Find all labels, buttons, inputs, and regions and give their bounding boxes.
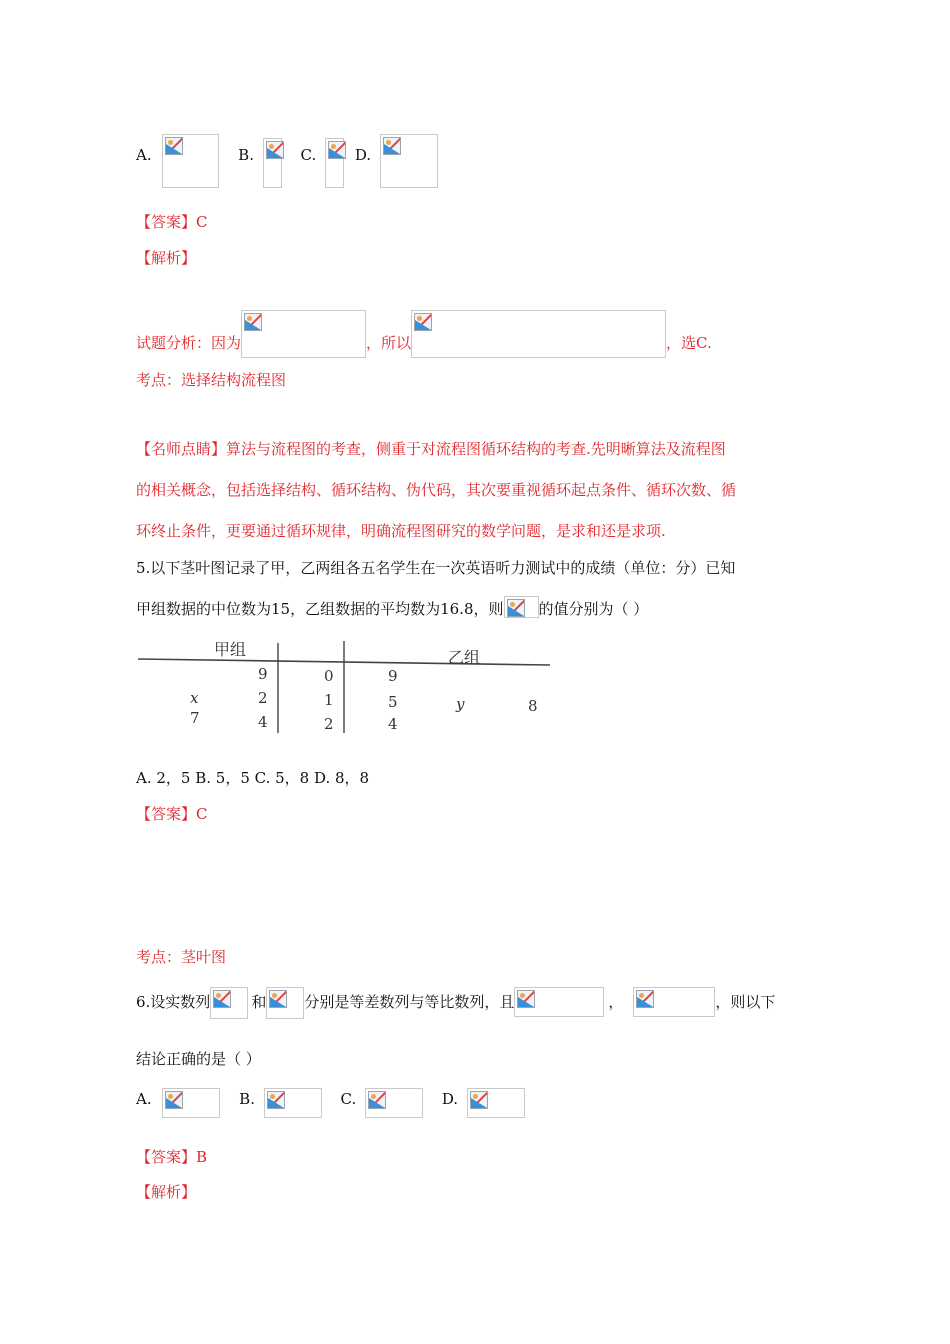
q4-analysis-part1: 试题分析：因为 [136, 334, 242, 352]
stem-1: 1 [324, 691, 334, 709]
q4-analysis-formula-image-1 [241, 310, 366, 358]
broken-image-icon [269, 990, 287, 1008]
q6-stem-c: 分别是等差数列与等比数列，且 [304, 993, 515, 1011]
q4-option-a-formula-image [162, 134, 219, 188]
q5-stem-line2-a: 甲组数据的中位数为15，乙组数据的平均数为16.8，则 [136, 600, 504, 618]
q4-analysis-part3: ，选C. [666, 334, 712, 352]
q4-mingshi-line3: 环终止条件，更要通过循环规律，明确流程图研究的数学问题，是求和还是求项. [136, 522, 666, 540]
right-leaf: y [456, 695, 465, 713]
q6-option-a-image [162, 1088, 220, 1118]
broken-image-icon [636, 990, 654, 1008]
q6-stem-e: ，则以下 [715, 993, 776, 1011]
header-right: 乙组 [448, 648, 481, 667]
broken-image-icon [517, 990, 535, 1008]
q4-kaodian: 考点：选择结构流程图 [136, 371, 287, 389]
broken-image-icon [383, 137, 401, 155]
q4-analysis-part2: ，所以 [366, 334, 412, 352]
q4-option-d-label: D. [354, 146, 372, 164]
q6-condition-1-image [514, 987, 604, 1017]
q6-answer [136, 1147, 207, 1167]
q4-answer [136, 212, 208, 232]
q4-option-c-formula-image [325, 138, 344, 188]
q4-option-b-formula-image [263, 138, 282, 188]
broken-image-icon [368, 1091, 386, 1109]
left-leaf: 9 [258, 665, 268, 683]
q4-analysis-heading: 【解析】 [136, 249, 197, 267]
q4-option-a-label: A. [136, 146, 152, 164]
q5-choices: A. 2，5 B. 5，5 C. 5，8 D. 8，8 [136, 769, 370, 787]
q6-option-d-label: D. [441, 1090, 459, 1108]
answer-value: B [196, 1148, 208, 1166]
q4-option-b-label: B. [238, 146, 254, 164]
answer-value: C [196, 213, 208, 231]
header-left: 甲组 [214, 640, 247, 659]
stem-2: 2 [324, 715, 334, 733]
q4-mingshi-line1 [136, 439, 726, 459]
right-leaf: 4 [388, 715, 398, 733]
answer-bracket: 【答案】 [136, 1148, 197, 1166]
right-leaf: 5 [388, 693, 398, 711]
broken-image-icon [165, 1091, 183, 1109]
q6-stem-d: ， [608, 993, 624, 1011]
q6-stem-a: 6.设实数列 [136, 993, 211, 1011]
q4-analysis-formula-image-2 [411, 310, 666, 358]
q6-options-row [136, 1088, 525, 1118]
q4-option-c-label: C. [300, 146, 317, 164]
q4-option-d-formula-image [380, 134, 438, 188]
q6-option-a-label: A. [136, 1090, 152, 1108]
broken-image-icon [165, 137, 183, 155]
q5-answer [136, 804, 208, 824]
left-leaf: x [190, 689, 199, 707]
broken-image-icon [328, 141, 346, 159]
q4-mingshi-line2: 的相关概念，包括选择结构、循环结构、伪代码，其次要重视循环起点条件、循环次数、循 [136, 481, 737, 499]
broken-image-icon [414, 313, 432, 331]
q4-options-row [136, 134, 438, 188]
q5-stem-line1: 5.以下茎叶图记录了甲，乙两组各五名学生在一次英语听力测试中的成绩（单位：分）已知 [136, 559, 736, 577]
broken-image-icon [267, 1091, 285, 1109]
q6-option-c-image [365, 1088, 423, 1118]
q6-option-b-image [264, 1088, 322, 1118]
broken-image-icon [470, 1091, 488, 1109]
broken-image-icon [244, 313, 262, 331]
q6-option-b-label: B. [239, 1090, 255, 1108]
q5-variable-formula-image [504, 596, 539, 618]
q5-stem-leaf-figure [138, 635, 578, 745]
q5-stem-line2-b: 的值分别为（ ） [538, 600, 649, 618]
q6-condition-2-image [633, 987, 715, 1017]
right-leaf: 8 [528, 697, 538, 715]
q6-sequence-b-image [266, 987, 304, 1019]
q6-analysis-heading: 【解析】 [136, 1183, 197, 1201]
q5-kaodian: 考点：茎叶图 [136, 948, 227, 966]
left-leaf: 4 [258, 713, 268, 731]
q6-stem-b: 和 [251, 993, 267, 1011]
answer-bracket: 【答案】 [136, 213, 197, 231]
q4-analysis-text [136, 310, 712, 358]
left-leaf: 2 [258, 689, 268, 707]
q6-sequence-a-image [210, 987, 248, 1019]
mingshi-text-1: 算法与流程图的考查，侧重于对流程图循环结构的考查.先明晰算法及流程图 [226, 440, 726, 458]
stem-0: 0 [324, 667, 334, 685]
answer-value: C [196, 805, 208, 823]
broken-image-icon [266, 141, 284, 159]
q6-stem-line2: 结论正确的是（ ） [136, 1050, 261, 1068]
q6-option-c-label: C. [340, 1090, 357, 1108]
broken-image-icon [507, 599, 525, 617]
q6-stem-line1 [136, 987, 775, 1019]
broken-image-icon [213, 990, 231, 1008]
answer-bracket: 【答案】 [136, 805, 197, 823]
right-leaf: 9 [388, 667, 398, 685]
left-leaf: 7 [190, 709, 200, 727]
q6-option-d-image [467, 1088, 525, 1118]
q5-stem-line2 [136, 596, 648, 619]
mingshi-bracket: 【名师点睛】 [136, 440, 227, 458]
